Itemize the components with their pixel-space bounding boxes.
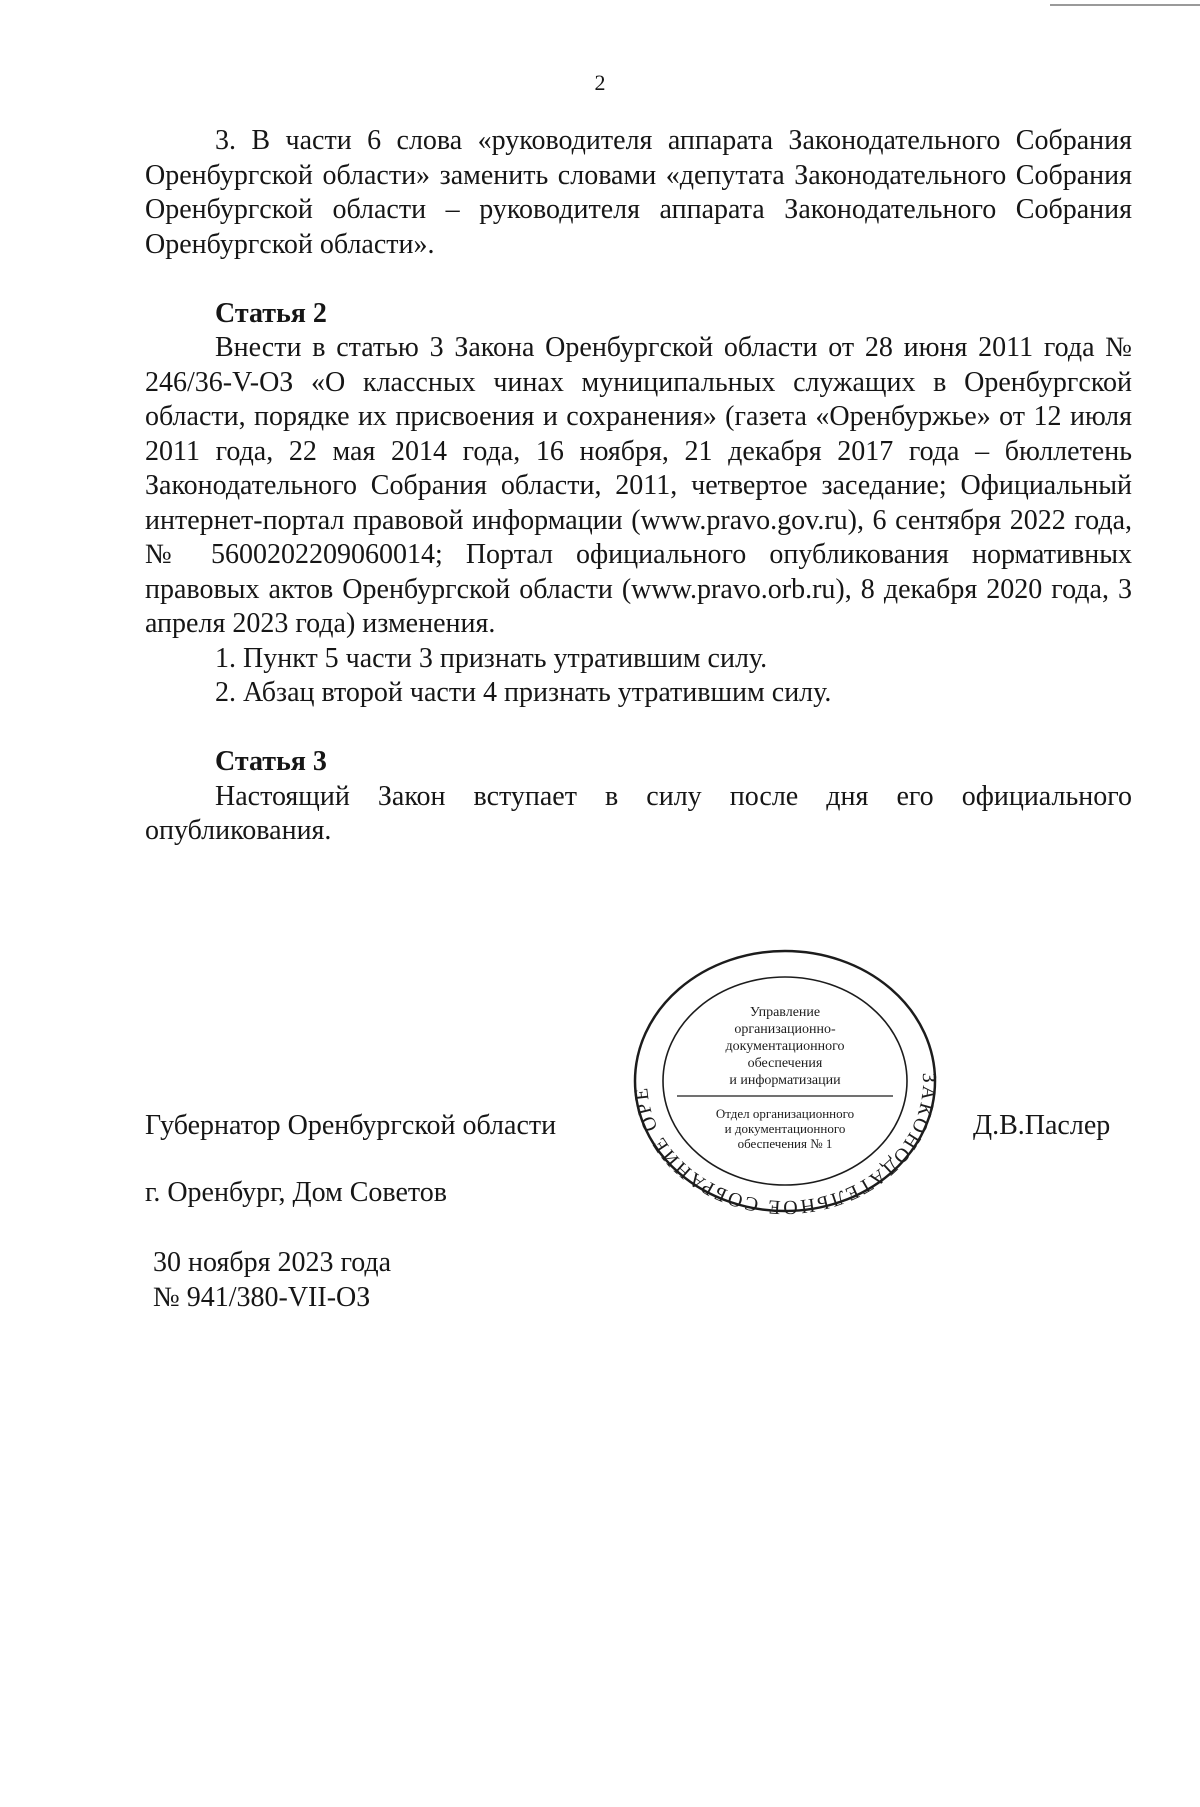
paragraph-part-6-amendment: 3. В части 6 слова «руководителя аппарата Законодательного Собрания Оренбургской области» заменить словами «депутата Законодательного Собрания Оренбургской области – руководителя аппарата Законодательного Собрания Оренбургской области». (145, 125, 1132, 260)
stamp-bottom-line-2: и документационного (724, 1121, 846, 1136)
signing-place: г. Оренбург, Дом Советов (145, 1177, 447, 1208)
stamp-inner-line-2: организационно- (734, 1022, 836, 1037)
stamp-ring-text: ЗАКОНОДАТЕЛЬНОЕ СОБРАНИЕ ОРЕ (632, 1072, 938, 1216)
article-2-item-2: 2. Абзац второй части 4 признать утратившим силу. (215, 677, 832, 708)
law-number: № 941/380-VII-ОЗ (153, 1282, 371, 1313)
scan-edge-line (1050, 4, 1200, 6)
stamp-inner-line-3: документационного (725, 1039, 845, 1054)
document-body (145, 124, 1132, 849)
signatory-name: Д.В.Паслер (973, 1110, 1111, 1141)
stamp-inner-line-4: обеспечения (747, 1056, 823, 1071)
article-3-text: Настоящий Закон вступает в силу после дня его официального опубликования. (145, 780, 1132, 846)
stamp-bottom-line-1: Отдел организационного (715, 1106, 855, 1121)
page-number: 2 (594, 70, 606, 95)
article-2-intro: Внести в статью 3 Закона Оренбургской области от 28 июня 2011 года № 246/36-V-ОЗ «О классных чинах муниципальных служащих в Оренбургской области, порядке их присвоения и сохранения» (газета «Оренбуржье» от 12 июля 2011 года, 22 мая 2014 года, 16 ноября, 21 декабря 2017 года – бюллетень Законодательного Собрания области, 2011, четвертое заседание; Официальный интернет-портал правовой информации (www.pravo.gov.ru), 6 сентября 2022 года, № 5600202209060014; Портал официального опубликования нормативных правовых актов Оренбургской области (www.pravo.orb.ru), 8 декабря 2020 года, 3 апреля 2023 года) изменения. (145, 332, 1132, 639)
signatory-title: Губернатор Оренбургской области (145, 1110, 557, 1141)
stamp-inner-line-5: и информатизации (729, 1073, 841, 1088)
stamp-inner-line-1: Управление (749, 1005, 821, 1020)
signing-date: 30 ноября 2023 года (153, 1247, 392, 1278)
article-2-heading: Статья 2 (215, 297, 327, 329)
official-stamp (632, 946, 938, 1216)
article-2-item-1: 1. Пункт 5 части 3 признать утратившим силу. (215, 642, 768, 674)
article-3-heading: Статья 3 (215, 746, 327, 777)
stamp-bottom-line-3: обеспечения № 1 (737, 1136, 833, 1151)
